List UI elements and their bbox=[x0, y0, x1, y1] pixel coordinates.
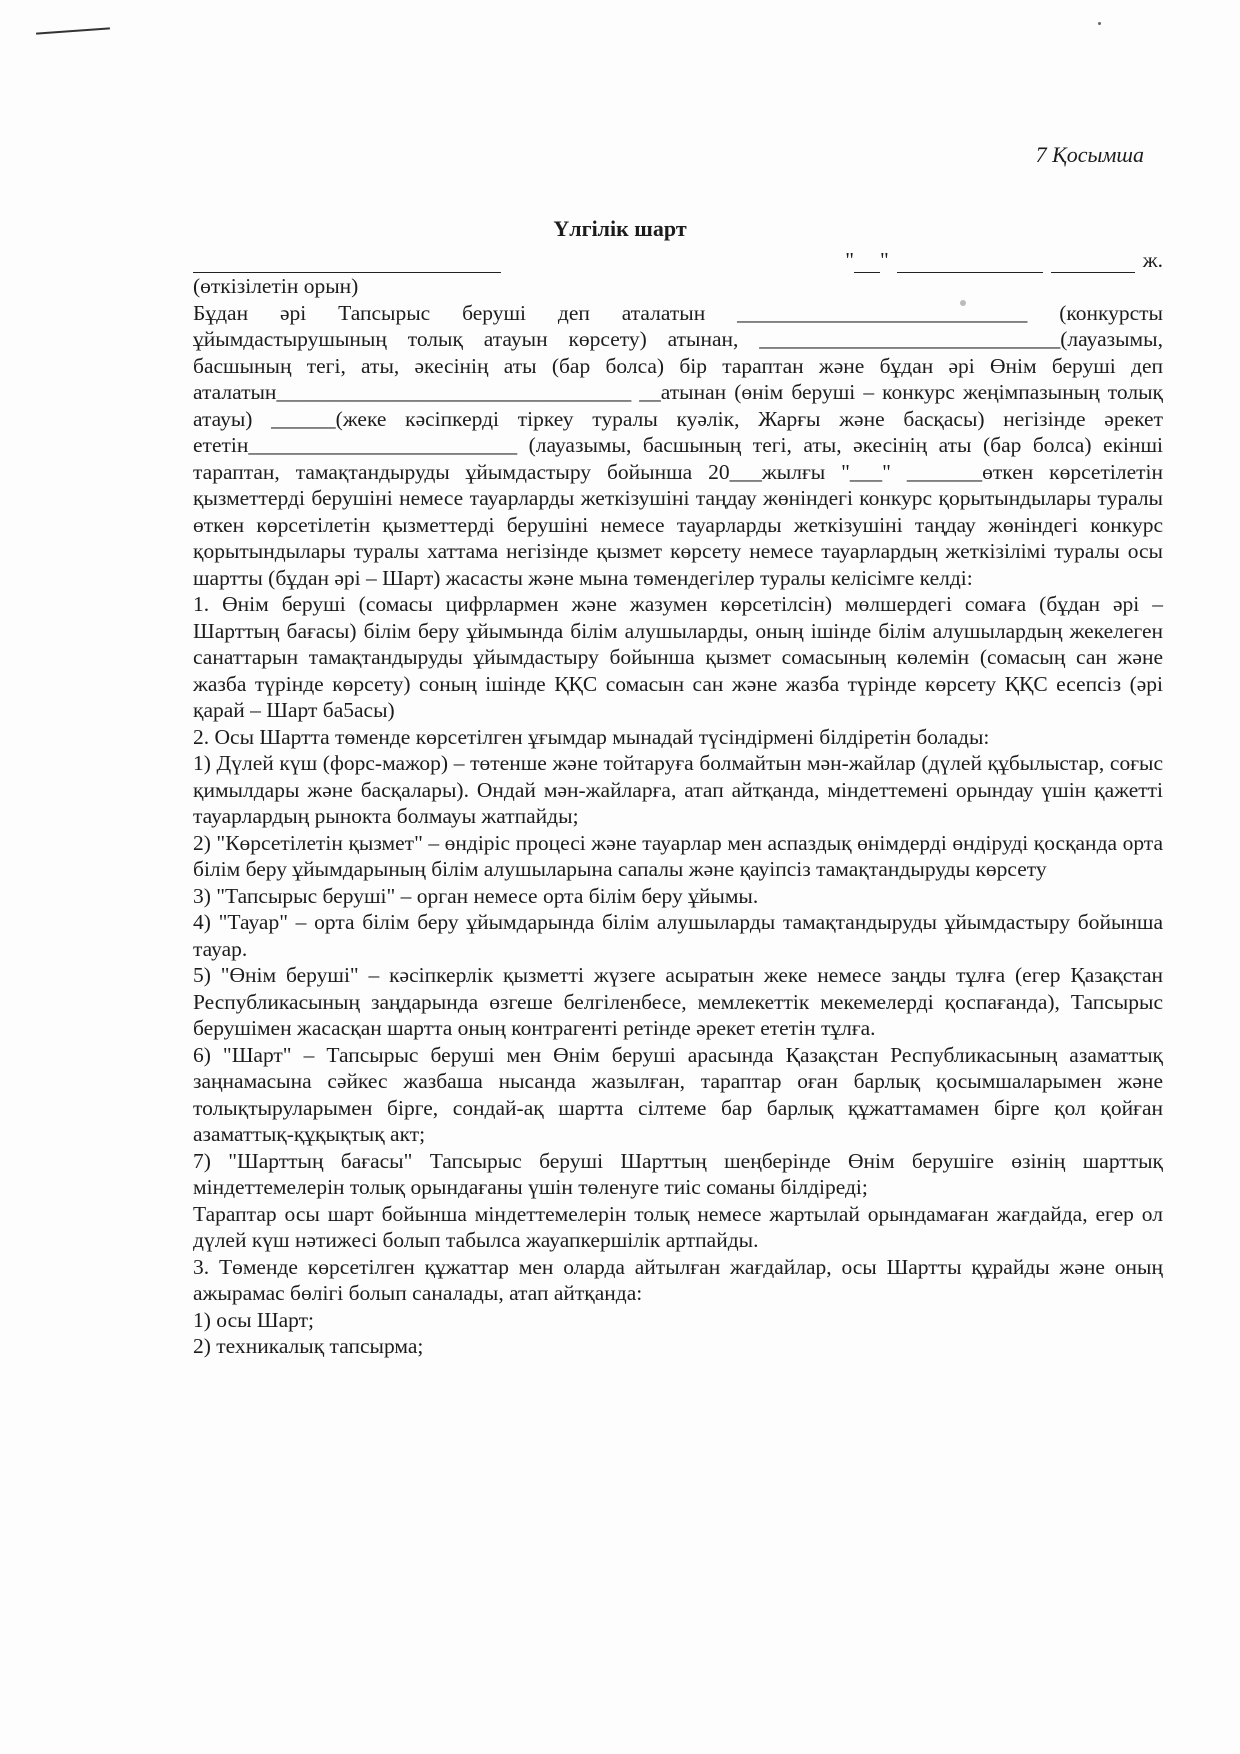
appendix-label: 7 Қосымша bbox=[1035, 142, 1144, 167]
document-title: Үлгілік шарт bbox=[553, 216, 687, 241]
day-blank bbox=[854, 254, 880, 273]
document-body bbox=[193, 243, 1163, 1360]
definition-contract: 6) "Шарт" – Тапсырыс беруші мен Өнім беруші арасында Қазақстан Республикасының азаматтық заңнамасына сәйкес жазбаша нысанда жазылған, тараптар оған барлық қосымшаларымен және толықтыруларымен бірге, сондай-ақ шартта сілтеме бар барлық құжаттамамен бірге қол қойған азаматтық-құқықтық акт; bbox=[193, 1042, 1163, 1146]
definition-customer: 3) "Тапсырыс беруші" – орган немесе орта білім беру ұйымы. bbox=[193, 883, 759, 908]
clause-1: 1. Өнім беруші (сомасы цифрлармен және жазумен көрсетілсін) мөлшердегі сомаға (бұдан әрі – Шарттың бағасы) білім беру ұйымында білім алушыларды, оның ішінде білім алушылардың жекелеген санаттарын тамақтандыруды ұйымдастыру бойынша қызмет сомасының көлемін (сомасың сан және жазба түрінде көрсету) соның ішінде ҚҚС сомасын сан және жазба түрінде көрсету ҚҚС есепсіз (әрі қарай – Шарт ба5асы) bbox=[193, 592, 1163, 722]
place-date-row bbox=[193, 243, 1163, 273]
definition-contract-price: 7) "Шарттың бағасы" Тапсырыс беруші Шарттың шеңберінде Өнім берушіге өзінің шарттық міндеттемелерін толық орындағаны үшін төленуге тиіс соманы білдіреді; bbox=[193, 1148, 1163, 1199]
date-line bbox=[845, 247, 1163, 274]
clause-3-heading: 3. Төменде көрсетілген құжаттар мен оларда айтылған жағдайлар, осы Шартты құрайды және оның ажырамас бөлігі болып саналады, атап айтқанда: bbox=[193, 1254, 1163, 1305]
preamble-paragraph: Бұдан әрі Тапсырыс беруші деп аталатын ___________________________ (конкурсты ұйымдастырушының толық атауын көрсету) атынан, ____________________________(лауазымы, басшының тегі, аты, әкесінің аты (бар болса) бір тараптан және бұдан әрі Өнім беруші деп аталатын_________________________________ __атынан (өнім беруші – конкурс жеңімпазының толық атауы) ______(жеке кәсіпкерді тіркеу туралы куәлік, Жарғы және басқасы) негізінде әрекет ететін_________________________ (лауазымы, басшының тегі, аты, әкесінің аты (бар болса) екінші тараптан, тамақтандыруды ұйымдастыру бойынша 20___жылғы "___" _______өткен көрсетілетін қызметтерді берушіні немесе тауарларды жеткізушіні таңдау жөніндегі конкурс қорытындылары туралы өткен көрсетілетін қызметтерді берушіні немесе тауарларды жеткізушіні таңдау жөніндегі конкурс қорытындылары туралы хаттама негізінде қызмет көрсету немесе тауарлардың жеткізілімі туралы осы шартты (бұдан әрі – Шарт) жасасты және мына төмендегілер туралы келісімге келді: bbox=[193, 300, 1163, 590]
document-list-item-2: 2) техникалық тапсырма; bbox=[193, 1334, 424, 1358]
definition-supplier: 5) "Өнім беруші" – кәсіпкерлік қызметті жүзеге асыратын жеке немесе заңды тұлға (егер Қазақстан Республикасының заңдарында өзгеше белгіленбесе, мемлекеттік мекемелерді қоспағанда), Тапсырыс берушімен жасасқан шартта оның контрагенті ретінде әрекет ететін тұлға. bbox=[193, 963, 1163, 1040]
place-caption: (өткізілетін орын) bbox=[193, 274, 359, 298]
clause-2-heading: 2. Осы Шартта төменде көрсетілген ұғымдар мынадай түсіндірмені білдіретін болады: bbox=[193, 724, 990, 749]
definition-force-majeure: 1) Дүлей күш (форс-мажор) – төтенше және тойтаруға болмайтын мән-жайлар (дүлей құбылыстар, соғыс қимылдары және басқалары). Ондай мән-жайларға, атап айтқанда, міндеттемені орындау үшін қажетті тауарлардың рынокта болмауы жатпайды; bbox=[193, 751, 1163, 828]
definition-goods: 4) "Тауар" – орта білім беру ұйымдарында білім алушыларды тамақтандыруды ұйымдастыру бойынша тауар. bbox=[193, 910, 1163, 961]
liability-paragraph: Тараптар осы шарт бойынша міндеттемелерін толық немесе жартылай орындамаған жағдайда, егер ол дүлей күш нәтижесі болып табылса жауапкершілік артпайды. bbox=[193, 1201, 1163, 1252]
scan-artifact-dot bbox=[1098, 22, 1101, 25]
month-blank bbox=[897, 254, 1043, 273]
date-quote-close: " bbox=[879, 247, 889, 272]
date-suffix: ж. bbox=[1142, 247, 1163, 272]
place-blank bbox=[193, 254, 501, 273]
document-list-item-1: 1) осы Шарт; bbox=[193, 1307, 315, 1332]
definition-service: 2) "Көрсетілетін қызмет" – өндіріс процесі және тауарлар мен аспаздық өнімдерді өндіруді қосқанда орта білім беру ұйымдарының білім алушыларына сапалы және қауіпсіз тамақтандыруды көрсету bbox=[193, 830, 1163, 881]
scan-artifact-line bbox=[36, 27, 110, 34]
year-blank bbox=[1051, 254, 1135, 273]
date-quote-open: " bbox=[845, 247, 854, 272]
